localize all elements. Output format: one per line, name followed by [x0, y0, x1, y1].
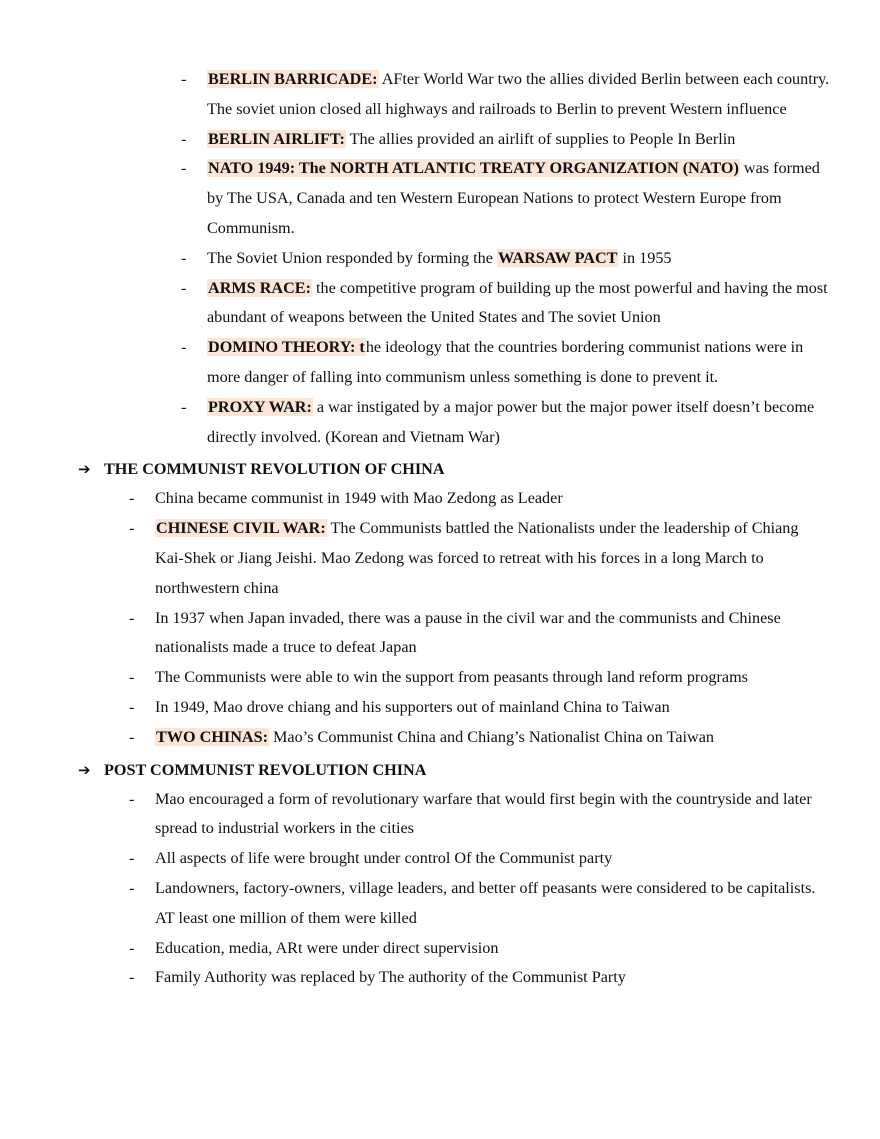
heading-text: THE COMMUNIST REVOLUTION OF CHINA	[104, 460, 445, 479]
item-text: China became communist in 1949 with Mao Zedong as Leader	[155, 489, 563, 508]
list-item	[0, 514, 880, 603]
list-item	[0, 785, 880, 845]
list-item	[0, 934, 880, 964]
item-text: Mao encouraged a form of revolutionary warfare that would first begin with the countryside and later spread to industrial workers in the cities	[155, 789, 812, 838]
dash-bullet: -	[129, 519, 135, 538]
heading-text: POST COMMUNIST REVOLUTION CHINA	[104, 760, 427, 779]
item-text: All aspects of life were brought under control Of the Communist party	[155, 849, 613, 868]
item-text: Education, media, ARt were under direct supervision	[155, 938, 499, 957]
dash-bullet: -	[129, 789, 135, 808]
term-highlight: BERLIN AIRLIFT:	[208, 129, 345, 148]
dash-bullet: -	[181, 129, 187, 148]
arrow-icon: ➔	[78, 760, 91, 779]
list-item	[0, 125, 880, 155]
item-text: In 1949, Mao drove chiang and his supporters out of mainland China to Taiwan	[155, 697, 670, 716]
dash-bullet: -	[181, 248, 187, 267]
item-text: Landowners, factory-owners, village leaders, and better off peasants were considered to be capitalists. AT least one million of them were killed	[155, 878, 816, 927]
list-item	[0, 963, 880, 993]
list-item	[0, 484, 880, 514]
item-text: a war instigated by a major power but the major power itself doesn’t become directly involved. (Korean and Vietnam War)	[207, 397, 815, 446]
list-item	[0, 844, 880, 874]
china-list	[0, 484, 880, 752]
dash-bullet: -	[181, 278, 187, 297]
item-text: Family Authority was replaced by The authority of the Communist Party	[155, 968, 626, 987]
list-item	[0, 65, 880, 125]
dash-bullet: -	[129, 849, 135, 868]
arrow-icon: ➔	[78, 460, 91, 479]
term-highlight: TWO CHINAS:	[156, 727, 268, 746]
dash-bullet: -	[129, 938, 135, 957]
list-item	[0, 154, 880, 243]
dash-bullet: -	[129, 727, 135, 746]
section-heading-china	[0, 454, 880, 484]
term-highlight: WARSAW PACT	[497, 248, 618, 267]
item-text: the competitive program of building up the most powerful and having the most abundant of weapons between the United States and The soviet Union	[207, 278, 828, 327]
notes-body	[0, 65, 880, 993]
item-text: In 1937 when Japan invaded, there was a pause in the civil war and the communists and Chinese nationalists made a truce to defeat Japan	[155, 608, 781, 657]
dash-bullet: -	[129, 697, 135, 716]
list-item	[0, 393, 880, 453]
term-highlight: DOMINO THEORY: t	[208, 338, 365, 357]
item-text: The Communists were able to win the support from peasants through land reform programs	[155, 668, 748, 687]
section-heading-post	[0, 755, 880, 785]
post-revolution-list	[0, 785, 880, 994]
list-item	[0, 874, 880, 934]
item-text: Mao’s Communist China and Chiang’s Nationalist China on Taiwan	[268, 727, 715, 746]
list-item	[0, 693, 880, 723]
dash-bullet: -	[181, 70, 187, 88]
dash-bullet: -	[181, 397, 187, 416]
dash-bullet: -	[129, 878, 135, 897]
dash-bullet: -	[129, 668, 135, 687]
list-item	[0, 244, 880, 274]
term-highlight: BERLIN BARRICADE:	[208, 70, 378, 88]
list-item	[0, 723, 880, 753]
item-text: he ideology that the countries bordering communist nations were in more danger of falling into communism unless something is done to prevent it.	[207, 338, 804, 386]
dash-bullet: -	[181, 159, 187, 178]
item-text: in 1955	[618, 248, 672, 267]
term-highlight: PROXY WAR:	[208, 397, 312, 416]
item-text: The allies provided an airlift of supplies to People In Berlin	[345, 129, 736, 148]
dash-bullet: -	[129, 968, 135, 987]
list-item	[0, 274, 880, 334]
item-text: AFter World War two the allies divided Berlin between each country. The soviet union closed all highways and railroads to Berlin to prevent Western influence	[207, 70, 830, 118]
dash-bullet: -	[129, 489, 135, 508]
dash-bullet: -	[129, 608, 135, 627]
term-highlight: ARMS RACE:	[208, 278, 311, 297]
item-pre-text: The Soviet Union responded by forming the	[207, 248, 497, 267]
item-text: The Communists battled the Nationalists under the leadership of Chiang Kai-Shek or Jiang Jeishi. Mao Zedong was forced to retreat with his forces in a long March to northwestern china	[155, 519, 799, 597]
term-highlight: NATO 1949: The NORTH ATLANTIC TREATY ORGANIZATION (NATO)	[208, 159, 739, 178]
list-item	[0, 333, 880, 393]
cold-war-list	[0, 65, 880, 452]
list-item	[0, 663, 880, 693]
term-highlight: CHINESE CIVIL WAR:	[156, 519, 326, 538]
list-item	[0, 604, 880, 664]
dash-bullet: -	[181, 338, 187, 357]
item-text: was formed by The USA, Canada and ten Western European Nations to protect Western Europe from Communism.	[207, 159, 820, 237]
